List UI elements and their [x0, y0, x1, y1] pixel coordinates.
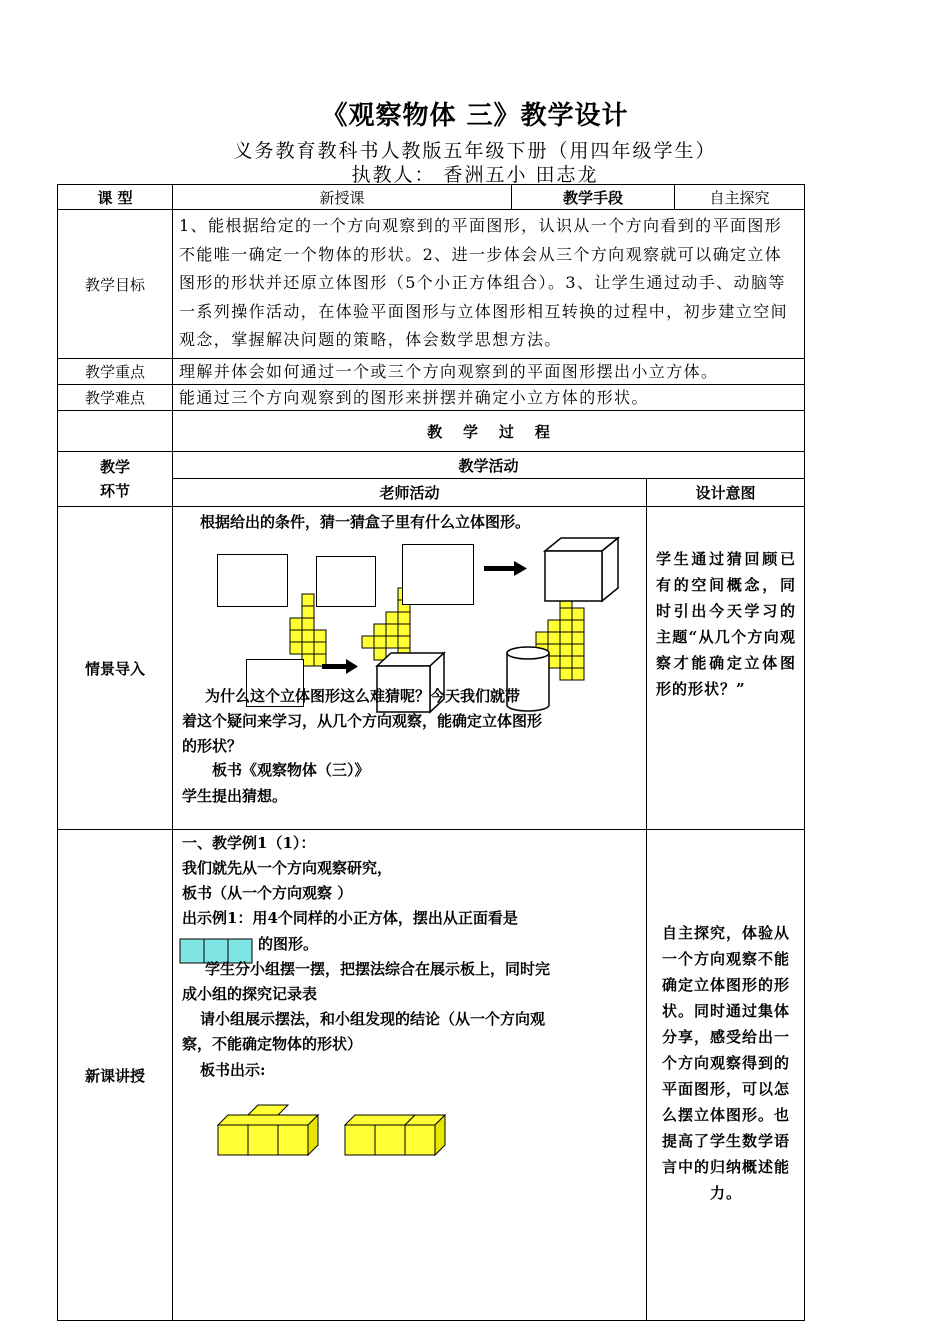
label-difficulty: 教学难点: [57, 384, 173, 411]
lesson-intent: 自主探究，体验从一个方向观察不能确定立体图形的形状。同时通过集体分享，感受给出一个方向观察得到的平面图形，可以怎么摆立体图形。也提高了学生数学语言中的归纳概述能力。: [661, 924, 790, 1202]
teacher-activity-header: 老师活动: [172, 478, 647, 507]
hidden-box-3: [402, 544, 474, 605]
lesson-line-3: 板书（从一个方向观察 ）: [182, 884, 353, 902]
intro-intent: 学生通过猜回顾已有的空间概念，同时引出今天学习的主题“从几个方向观察才能确定立体图形的形状？”: [656, 550, 796, 698]
difficulty-text: 能通过三个方向观察到的图形来拼摆并确定小立方体的形状。: [172, 384, 805, 411]
arrow-right-icon: [484, 561, 527, 576]
stage-header: 教学 环节: [57, 451, 173, 507]
stage-intro: 情景导入: [57, 506, 173, 830]
label-goals: 教学目标: [57, 209, 173, 359]
intro-line-6: 学生提出猜想。: [182, 787, 288, 805]
teacher-line: 执教人： 香洲五小 田志龙: [351, 164, 599, 186]
cube-arrangements: [210, 1100, 450, 1170]
label-teaching-means: 教学手段: [511, 184, 675, 210]
lesson-line-5: 的图形。: [258, 935, 319, 953]
cube-box-icon: [545, 538, 618, 601]
lesson-line-4: 出示例1：用4个同样的小正方体，摆出从正面看是: [182, 909, 518, 927]
intro-line-5: 板书《观察物体（三）》: [212, 761, 370, 779]
activity-header: 教学活动: [172, 451, 805, 479]
goals-text: 1、能根据给定的一个方向观察到的平面图形，认识从一个方向看到的平面图形不能唯一确定一个物体的形状。2、进一步体会从三个方向观察就可以确定立体图形的形状并还原立体图形（5个小正方体组合）。3、让学生通过动手、动脑等一系列操作活动，在体验平面图形与立体图形相互转换的过程中，初步建立空间观念，掌握解决问题的策略，体会数学思想方法。: [172, 209, 805, 359]
cube-arrangement-2: [345, 1105, 445, 1155]
intro-line-1: 根据给出的条件，猜一猜盒子里有什么立体图形。: [200, 513, 531, 531]
label-lesson-type: 课 型: [57, 184, 173, 210]
intro-line-2: 为什么这个立体图形这么难猜呢？今天我们就带: [205, 687, 521, 705]
hidden-box-1: [217, 554, 288, 607]
lesson-line-8: 请小组展示摆法，和小组发现的结论（从一个方向观: [200, 1010, 546, 1028]
lesson-line-10: 板书出示:: [200, 1061, 266, 1079]
intro-line-3: 着这个疑问来学习，从几个方向观察，能确定立体图形: [182, 712, 543, 730]
lesson-line-2: 我们就先从一个方向观察研究，: [182, 859, 393, 877]
arrow-right-icon: [322, 659, 358, 674]
lesson-line-7: 成小组的探究记录表: [182, 985, 318, 1003]
lesson-line-6: 学生分小组摆一摆，把摆法综合在展示板上，同时完: [205, 960, 551, 978]
key-points-text: 理解并体会如何通过一个或三个方向观察到的平面图形摆出小立方体。: [172, 358, 805, 385]
lesson-line-1: 一、教学例1（1）：: [182, 834, 316, 852]
page-subtitle: 义务教育教科书人教版五年级下册（用四年级学生）: [233, 140, 717, 162]
lesson-type-value: 新授课: [172, 184, 512, 210]
teaching-means-value: 自主探究: [674, 184, 805, 210]
intro-line-4: 的形状？: [182, 737, 243, 755]
label-key-points: 教学重点: [57, 358, 173, 385]
lesson-line-9: 察，不能确定物体的形状）: [182, 1035, 363, 1053]
blank-cell: [57, 410, 173, 452]
cube-arrangement-1: [218, 1105, 318, 1155]
process-heading: 教 学 过 程: [172, 410, 805, 452]
hidden-box-2: [316, 556, 376, 607]
page-title: 《观察物体 三》教学设计: [321, 101, 629, 131]
stage-new-lesson: 新课讲授: [57, 829, 173, 1321]
design-intent-header: 设计意图: [646, 478, 805, 507]
